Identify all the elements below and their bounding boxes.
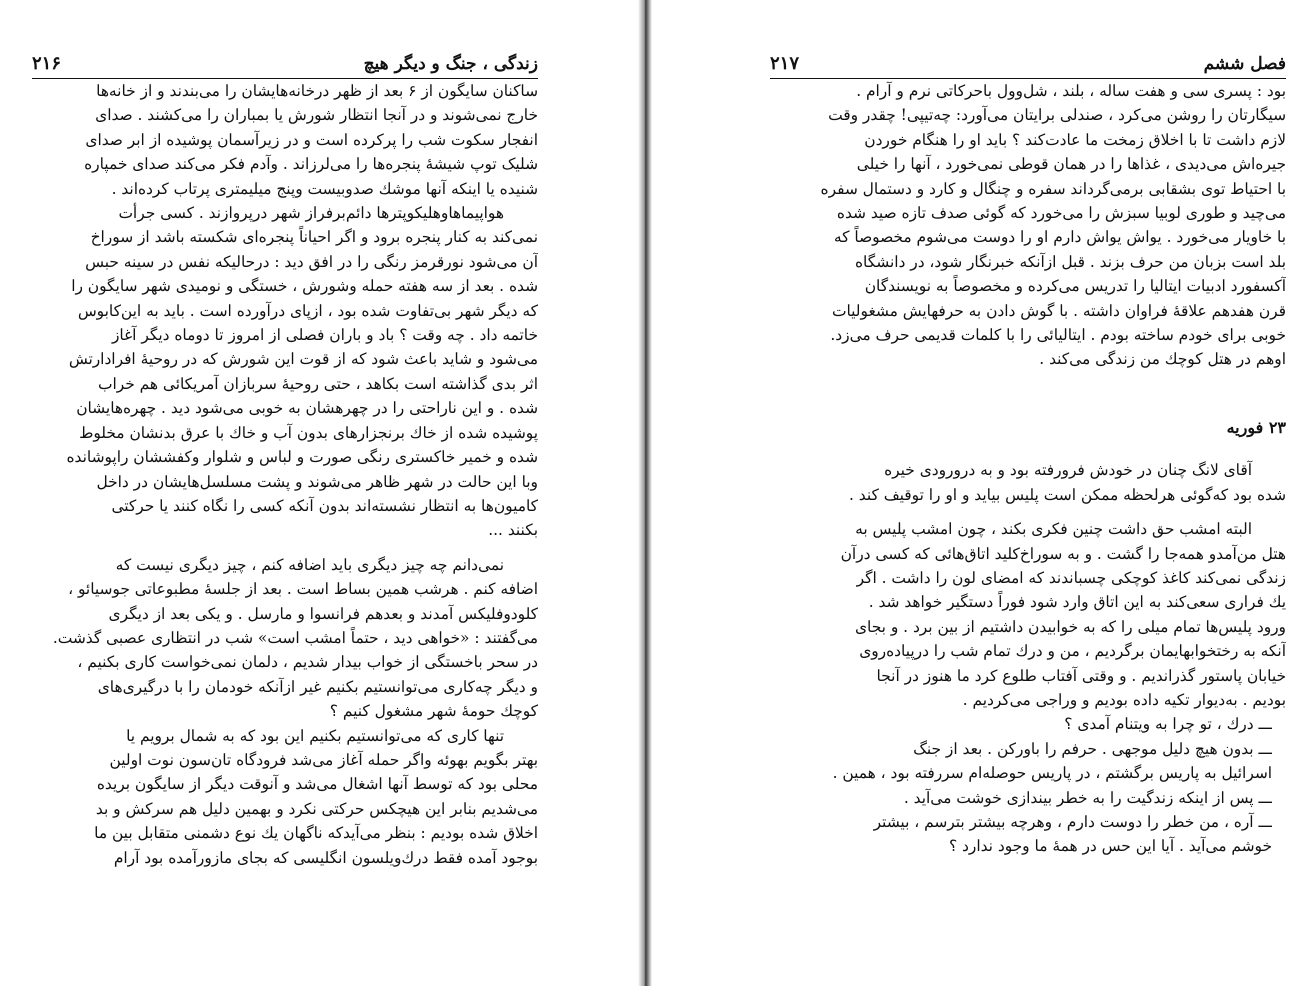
text-line: نمی‌کند به کنار پنجره برود و اگر احیاناً پنجره‌ای شکسته باشد از سوراخ [90, 228, 538, 247]
text-line: اضافه کنم . هرشب همین بساط است . بعد از جلسهٔ مطبوعاتی جوسیائو ، [68, 580, 538, 599]
text-line: با خاویار می‌خورد . یواش یواش دارم او را دوست می‌شوم مخصوصاً که [833, 228, 1286, 247]
text-line: جیره‌اش می‌دیدی ، غذاها را در همان قوطی نمی‌خورد ، آنها را خیلی [856, 155, 1286, 174]
text-line: انفجار سکوت شب را پرکرده است و در زیرآسمان پوشیده از ابر صدای [85, 130, 538, 149]
date-heading: ۲۳ فوریه [1226, 417, 1286, 437]
text-line: شده . بعد از سه هفته حمله وشورش ، خستگی و نومیدی شهر سایگون را [71, 277, 538, 296]
dialogue-line: خوشم می‌آید . آیا این حس در همهٔ ما وجود ندارد ؟ [948, 837, 1272, 856]
paragraph [32, 201, 538, 543]
dialogue-line: ـــ پس از اینکه زندگیت را به خطر بیندازی خوشت می‌آید . [903, 788, 1272, 807]
right-page-number: ۲۱۷ [770, 53, 800, 74]
text-line: اوهم در هتل کوچك من زندگی می‌کند . [1039, 350, 1286, 369]
text-line: زندگی نمی‌کند کاغذ کوچکی چسباندند که امضای لون را داشت . اگر [856, 568, 1286, 587]
dialogue-line: ـــ آره ، من خطر را دوست دارم ، وهرچه بیشتر بترسم ، بیشتر [873, 812, 1272, 831]
text-line: اخلاق شده بودیم : بنظر می‌آیدکه ناگهان یك نوع دشمنی متقابل بین ما [94, 824, 538, 843]
text-line: تنها کاری که می‌توانستیم بکنیم این بود که به شمال برویم یا [126, 726, 504, 745]
text-line: که دیگر شهر بی‌تفاوت شده بود ، ازپای درآورده است . باید به این‌کابوس [77, 301, 538, 320]
text-line: می‌شدیم بنابر این هیچکس حرکتی نکرد و بهمین دلیل هم سرکش و بد [95, 799, 538, 818]
text-line: شده . و این ناراحتی را در چهرهشان به خوبی می‌شود دید . چهره‌هایشان [76, 399, 538, 418]
text-line: البته امشب حق داشت چنین فکری بکند ، چون امشب پلیس به [855, 520, 1252, 539]
text-line: کوچك حومهٔ شهر مشغول کنیم ؟ [329, 702, 538, 721]
text-line: قرن هفدهم علاقهٔ فراوان داشته . با گوش دادن به حرفهایش مشغولیات [831, 301, 1286, 320]
text-line: بکنند ... [488, 521, 538, 540]
right-page-header [770, 48, 1286, 79]
text-line: شده و خمیر خاکستری رنگی صورت و لباس و شلوار وکفششان راپوشانده [66, 448, 538, 467]
text-line: در سحر باخستگی از خواب بیدار شدیم ، دلمان نمی‌خواست کاری بکنیم ، [77, 653, 538, 672]
paragraph [770, 458, 1286, 507]
right-page [770, 48, 1286, 859]
text-line: آکسفورد ادبیات ایتالیا را تدریس می‌کرده و مخصوصاً به نویسندگان [864, 277, 1286, 296]
book-gutter [638, 0, 652, 986]
dialogue-line: اسرائیل به پاریس برگشتم ، در پاریس حوصله‌ام سررفته بود ، همین . [832, 764, 1272, 783]
paragraph [32, 724, 538, 870]
text-line: سیگارتان را روشن می‌کرد ، صندلی برایتان می‌آورد: چه‌تیپی! چقدر وقت [828, 106, 1286, 125]
text-line: بودیم . به‌دیوار تکیه داده بودیم و وراجی می‌کردیم . [962, 690, 1286, 709]
text-line: خوبی برای خودم ساخته بودم . ایتالیائی را با کلمات قدیمی حرف می‌زد. [830, 326, 1286, 345]
text-line: می‌گفتند : «خواهی دید ، حتماً امشب است» شب در انتظاری عصبی گذشت. [52, 628, 538, 647]
left-page-header [32, 48, 538, 79]
text-line: آقای لانگ چنان در خودش فرورفته بود و به درورودی خیره [884, 461, 1252, 480]
left-page-body [32, 79, 538, 870]
text-line: اثر بدی گذاشته است بکاهد ، حتی روحیهٔ سربازان آمریکائی هم خراب [97, 374, 538, 393]
text-line: وبا این حالت در شهر ظاهر می‌شوند و پشت مسلسل‌هایشان در داخل [96, 472, 538, 491]
dialogue-line: ـــ بدون هیچ دلیل موجهی . حرفم را باورکن . بعد از جنگ [913, 739, 1272, 758]
text-line: شنیده یا اینکه آنها موشك صدوبیست وپنج میلیمتری پرتاب کرده‌اند . [111, 179, 538, 198]
text-line: پوشیده شده از خاك برنجزارهای بدون آب و خاك با عرق بدنشان مخلوط [79, 423, 538, 442]
paragraph [770, 79, 1286, 372]
text-line: شده بود که‌گوئی هرلحظه ممکن است پلیس بیاید و او را توقیف کند . [848, 485, 1286, 504]
text-line: و دیگر چه‌کاری می‌توانستیم بکنیم غیر ازآنکه خودمان را با درگیری‌های [97, 677, 538, 696]
text-line: شلیک توپ شیشهٔ پنجره‌ها را می‌لرزاند . وآدم فکر می‌کند صدای خمپاره [84, 155, 538, 174]
text-line: محلی بود که توسط آنها اشغال می‌شد و آنوقت دیگر از سایگون بریده [96, 775, 538, 794]
text-line: ساکنان سایگون از ۶ بعد از ظهر درخانه‌هایشان را می‌بندند و از خانه‌ها [96, 82, 538, 100]
text-line: هواپیماهاوهلیکوپترها دائم‌برفراز شهر درپروازند . کسی جرأت [118, 204, 504, 223]
paragraph [32, 553, 538, 724]
right-page-body [770, 79, 1286, 859]
text-line: می‌چید و طوری لوبیا سبزش را می‌خورد که گوئی صدف تازه صید شده [836, 204, 1286, 223]
left-page [32, 48, 538, 870]
text-line: خاتمه داد . چه وقت ؟ باد و باران فصلی از امروز تا دوماه دیگر آغاز [111, 326, 538, 345]
text-line: خارج نمی‌شوند و در آنجا انتظار شورش یا بمباران را می‌کشند . صدای [95, 106, 538, 125]
text-line: آنکه به رختخوابهایمان برگردیم ، من و درك تمام شب را درپیاده‌روی [859, 642, 1286, 661]
text-line: کامیون‌ها به انتظار نشسته‌اند بدون آنکه کسی را نگاه کنند یا حرکتی [111, 496, 538, 515]
text-line: با احتیاط توی بشقابی برمی‌گرداند سفره و چنگال و کارد و دستمال سفره [820, 179, 1286, 198]
text-line: هتل من‌آمدو همه‌جا را گشت . و به سوراخ‌کلید اتاق‌هائی که کسی درآن [840, 544, 1286, 563]
left-page-number: ۲۱۶ [32, 53, 62, 74]
paragraph [32, 79, 538, 201]
text-line: یك فراری سعی‌کند به این اتاق وارد شود فوراً دستگیر خواهد شد . [868, 593, 1286, 612]
text-line: نمی‌دانم چه چیز دیگری باید اضافه کنم ، چیز دیگری نیست که [115, 555, 504, 574]
paragraph [770, 517, 1286, 712]
left-running-title: زندگی ، جنگ و دیگر هیچ [363, 54, 538, 74]
text-line: بوجود آمده فقط درك‌ویلسون انگلیسی که بجای مازورآمده بود آرام [113, 848, 538, 867]
text-line: می‌شود و شاید باعث شود که از قوت این شورش که در روحیهٔ افرادارتش [68, 350, 538, 369]
text-line: بهتر بگویم بهوئه واگر حمله آغاز می‌شد فرودگاه تان‌سون نوت اولین [109, 750, 538, 769]
text-line: خیابان پاستور گذراندیم . و وقتی آفتاب طلوع کرد ما هنوز در آنجا [876, 666, 1286, 685]
text-line: لازم داشت تا با اخلاق زمخت ما عادت‌کند ؟ باید او را هنگام خوردن [864, 130, 1286, 149]
right-running-title: فصل ششم [1203, 54, 1286, 74]
text-line: بلد است بزبان من حرف بزند . قبل ازآنکه خبرنگار شود، در دانشگاه [854, 252, 1286, 271]
text-line: آن می‌شود نورقرمز رنگی را در افق دید : درحالیکه نفس در سینه حبس [85, 252, 538, 271]
text-line: بود : پسری سی و هفت ساله ، بلند ، شل‌وول باحرکاتی نرم و آرام . [856, 82, 1286, 100]
text-line: ورود پلیس‌ها تمام میلی را که به خوابیدن داشتیم از بین برد . و بجای [855, 617, 1286, 636]
text-line: کلودوفلیکس آمدند و بعدهم فرانسوا و مارسل . و یکی بعد از دیگری [108, 604, 538, 623]
dialogue-block [770, 712, 1286, 858]
dialogue-line: ـــ درك ، تو چرا به ویتنام آمدی ؟ [1064, 715, 1272, 734]
